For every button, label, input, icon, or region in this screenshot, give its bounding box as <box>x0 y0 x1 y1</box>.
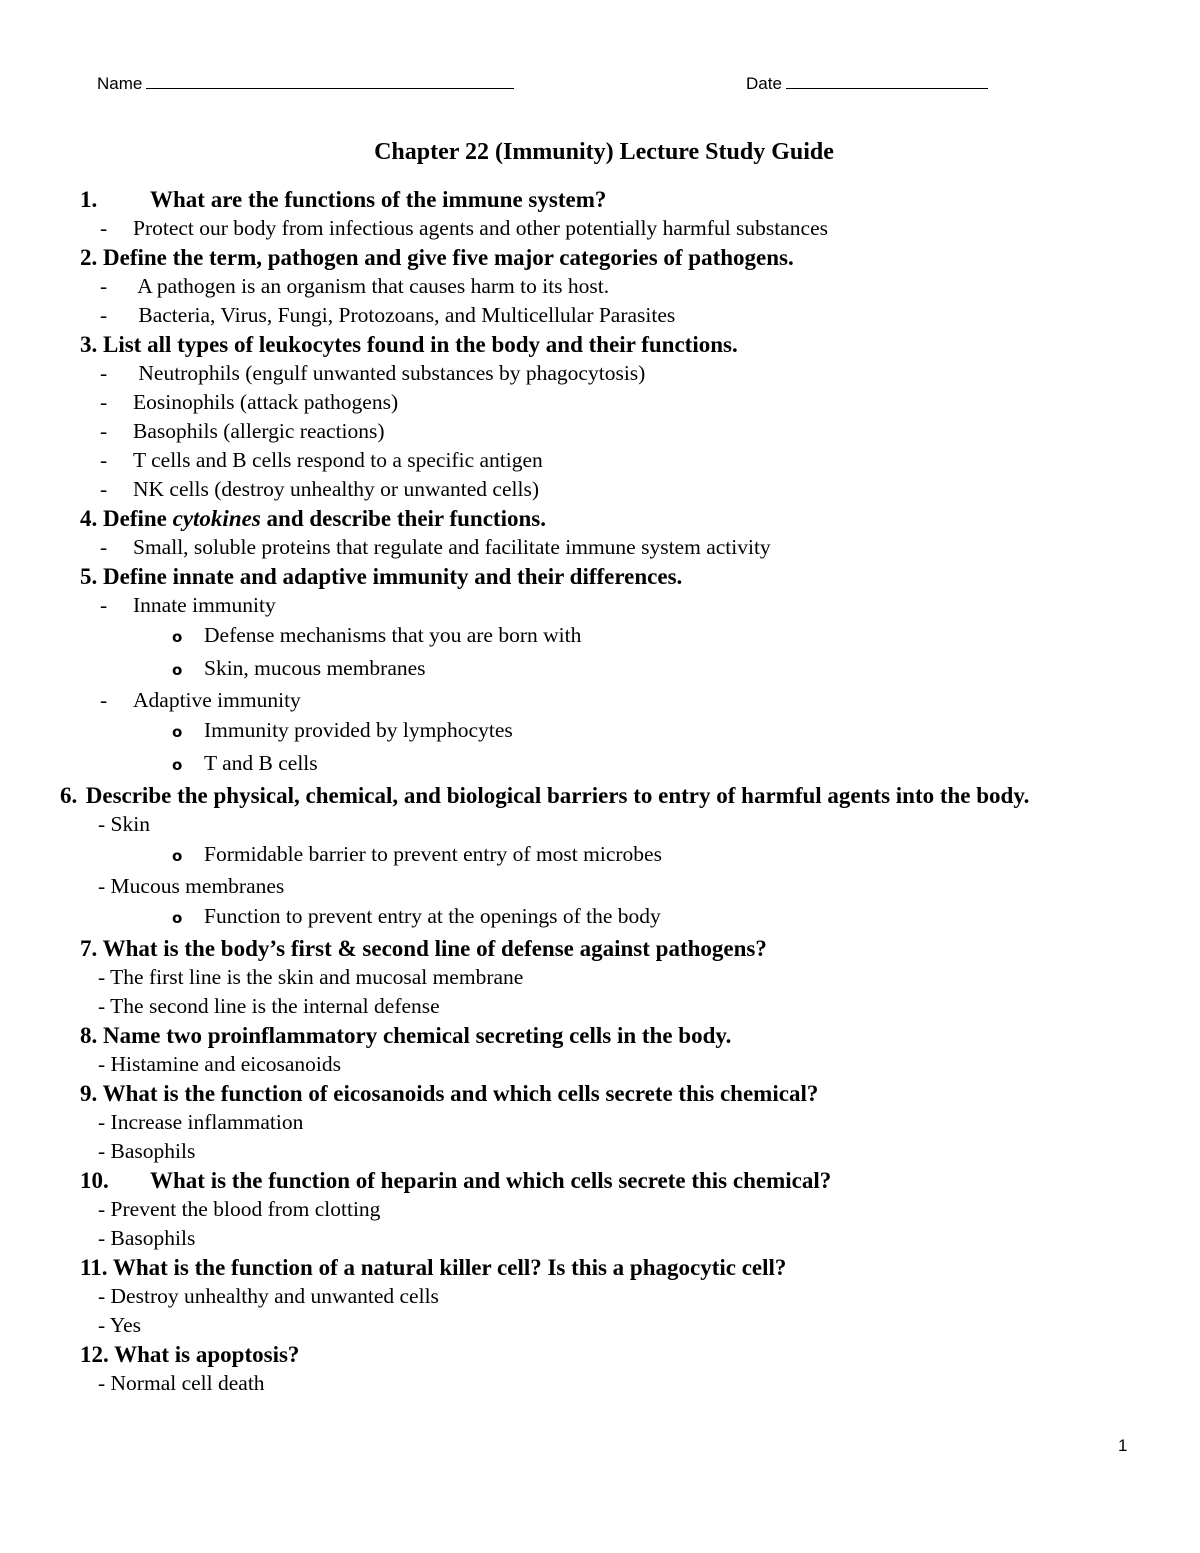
sub-answer-item: o T and B cells <box>80 748 1120 781</box>
dash-marker: - <box>100 216 108 240</box>
circle-bullet-icon: o <box>172 661 183 679</box>
emphasized-term: cytokines <box>172 506 261 531</box>
name-blank-line <box>146 74 514 89</box>
dash-marker: - <box>100 593 108 617</box>
question-text: Define the term, pathogen and give five major categories of pathogens. <box>103 245 794 270</box>
question-2 <box>80 243 1120 272</box>
question-1 <box>80 185 1120 214</box>
question-number: 2. <box>80 245 98 270</box>
question-text: What is the function of a natural killer cell? Is this a phagocytic cell? <box>112 1255 787 1280</box>
question-text: List all types of leukocytes found in the body and their functions. <box>103 332 738 357</box>
answer-item: - Basophils <box>98 1139 196 1163</box>
answer-item: - Eosinophils (attack pathogens) <box>80 388 1120 417</box>
sub-answer-item: o Formidable barrier to prevent entry of most microbes <box>80 839 1120 872</box>
dash-marker: - <box>100 390 108 414</box>
answer-item: - A pathogen is an organism that causes harm to its host. <box>80 272 1120 301</box>
circle-bullet-icon: o <box>172 628 183 646</box>
sub-answer-item: o Defense mechanisms that you are born with <box>80 620 1120 653</box>
question-text: What is the function of heparin and which cells secrete this chemical? <box>150 1168 832 1193</box>
answer-item: - Destroy unhealthy and unwanted cells <box>98 1284 439 1308</box>
question-text: What is apoptosis? <box>114 1342 300 1367</box>
question-8 <box>80 1021 1120 1050</box>
question-number: 11. <box>80 1255 108 1280</box>
dash-marker: - <box>100 361 108 385</box>
question-12 <box>80 1340 1120 1369</box>
answer-item: - Increase inflammation <box>98 1110 304 1134</box>
page-number: 1 <box>1118 1436 1128 1455</box>
question-text: Name two proinflammatory chemical secreting cells in the body. <box>103 1023 732 1048</box>
page-title: Chapter 22 (Immunity) Lecture Study Guide <box>374 139 834 165</box>
question-number: 12. <box>80 1342 109 1367</box>
answer-item: - Skin <box>98 812 150 836</box>
answer-item: - Histamine and eicosanoids <box>98 1052 342 1076</box>
dash-marker: - <box>100 419 108 443</box>
answer-item: - Protect our body from infectious agents and other potentially harmful substances <box>80 214 1120 243</box>
question-number: 1. <box>80 187 98 212</box>
answer-item: - Mucous membranes <box>98 874 285 898</box>
answer-item: - Basophils (allergic reactions) <box>80 417 1120 446</box>
question-9 <box>80 1079 1120 1108</box>
circle-bullet-icon: o <box>172 909 183 927</box>
answer-item: - Yes <box>98 1313 142 1337</box>
question-5 <box>80 562 1120 591</box>
answer-item: - The second line is the internal defense <box>98 994 440 1018</box>
sub-answer-item: o Immunity provided by lymphocytes <box>80 715 1120 748</box>
answer-item: - The first line is the skin and mucosal membrane <box>98 965 524 989</box>
circle-bullet-icon: o <box>172 756 183 774</box>
date-field <box>746 74 988 94</box>
answer-item: - Bacteria, Virus, Fungi, Protozoans, and Multicellular Parasites <box>80 301 1120 330</box>
dash-marker: - <box>100 535 108 559</box>
dash-marker: - <box>100 303 108 327</box>
question-number: 3. <box>80 332 98 357</box>
question-number: 7. <box>80 936 98 961</box>
answer-item: - NK cells (destroy unhealthy or unwanted cells) <box>80 475 1120 504</box>
question-number: 5. <box>80 564 98 589</box>
sub-answer-item: o Skin, mucous membranes <box>80 653 1120 686</box>
question-text: Describe the physical, chemical, and biological barriers to entry of harmful agents into the body. <box>85 783 1030 808</box>
answer-item: - Adaptive immunity <box>80 686 1120 715</box>
answer-item: - Innate immunity <box>80 591 1120 620</box>
circle-bullet-icon: o <box>172 723 183 741</box>
answer-item: - Basophils <box>98 1226 196 1250</box>
question-text: Define innate and adaptive immunity and their differences. <box>103 564 683 589</box>
question-3 <box>80 330 1120 359</box>
dash-marker: - <box>100 274 108 298</box>
answer-item: - Neutrophils (engulf unwanted substances by phagocytosis) <box>80 359 1120 388</box>
question-text: What is the body’s first & second line of defense against pathogens? <box>102 936 767 961</box>
dash-marker: - <box>100 448 108 472</box>
question-text: What are the functions of the immune system? <box>150 187 607 212</box>
circle-bullet-icon: o <box>172 847 183 865</box>
sub-answer-item: o Function to prevent entry at the openings of the body <box>80 901 1120 934</box>
question-10 <box>80 1166 1120 1195</box>
question-7 <box>80 934 1120 963</box>
name-field <box>97 74 514 94</box>
question-11 <box>80 1253 1120 1282</box>
dash-marker: - <box>100 477 108 501</box>
question-4: 4. Define cytokines and describe their functions. <box>80 506 546 531</box>
question-text: What is the function of eicosanoids and which cells secrete this chemical? <box>102 1081 819 1106</box>
answer-item: - Small, soluble proteins that regulate and facilitate immune system activity <box>80 533 1120 562</box>
name-label: Name <box>97 74 143 93</box>
answer-item: - T cells and B cells respond to a specific antigen <box>80 446 1120 475</box>
question-number: 4. <box>80 506 98 531</box>
question-number: 9. <box>80 1081 98 1106</box>
date-label: Date <box>746 74 782 93</box>
answer-item: - Prevent the blood from clotting <box>98 1197 381 1221</box>
question-6: 6. Describe the physical, chemical, and biological barriers to entry of harmful agents into the body. <box>60 783 1030 808</box>
answer-item: - Normal cell death <box>98 1371 265 1395</box>
date-blank-line <box>786 74 988 89</box>
question-number: 10. <box>80 1168 109 1193</box>
study-guide-content <box>60 185 1120 1398</box>
question-number: 8. <box>80 1023 98 1048</box>
dash-marker: - <box>100 688 108 712</box>
